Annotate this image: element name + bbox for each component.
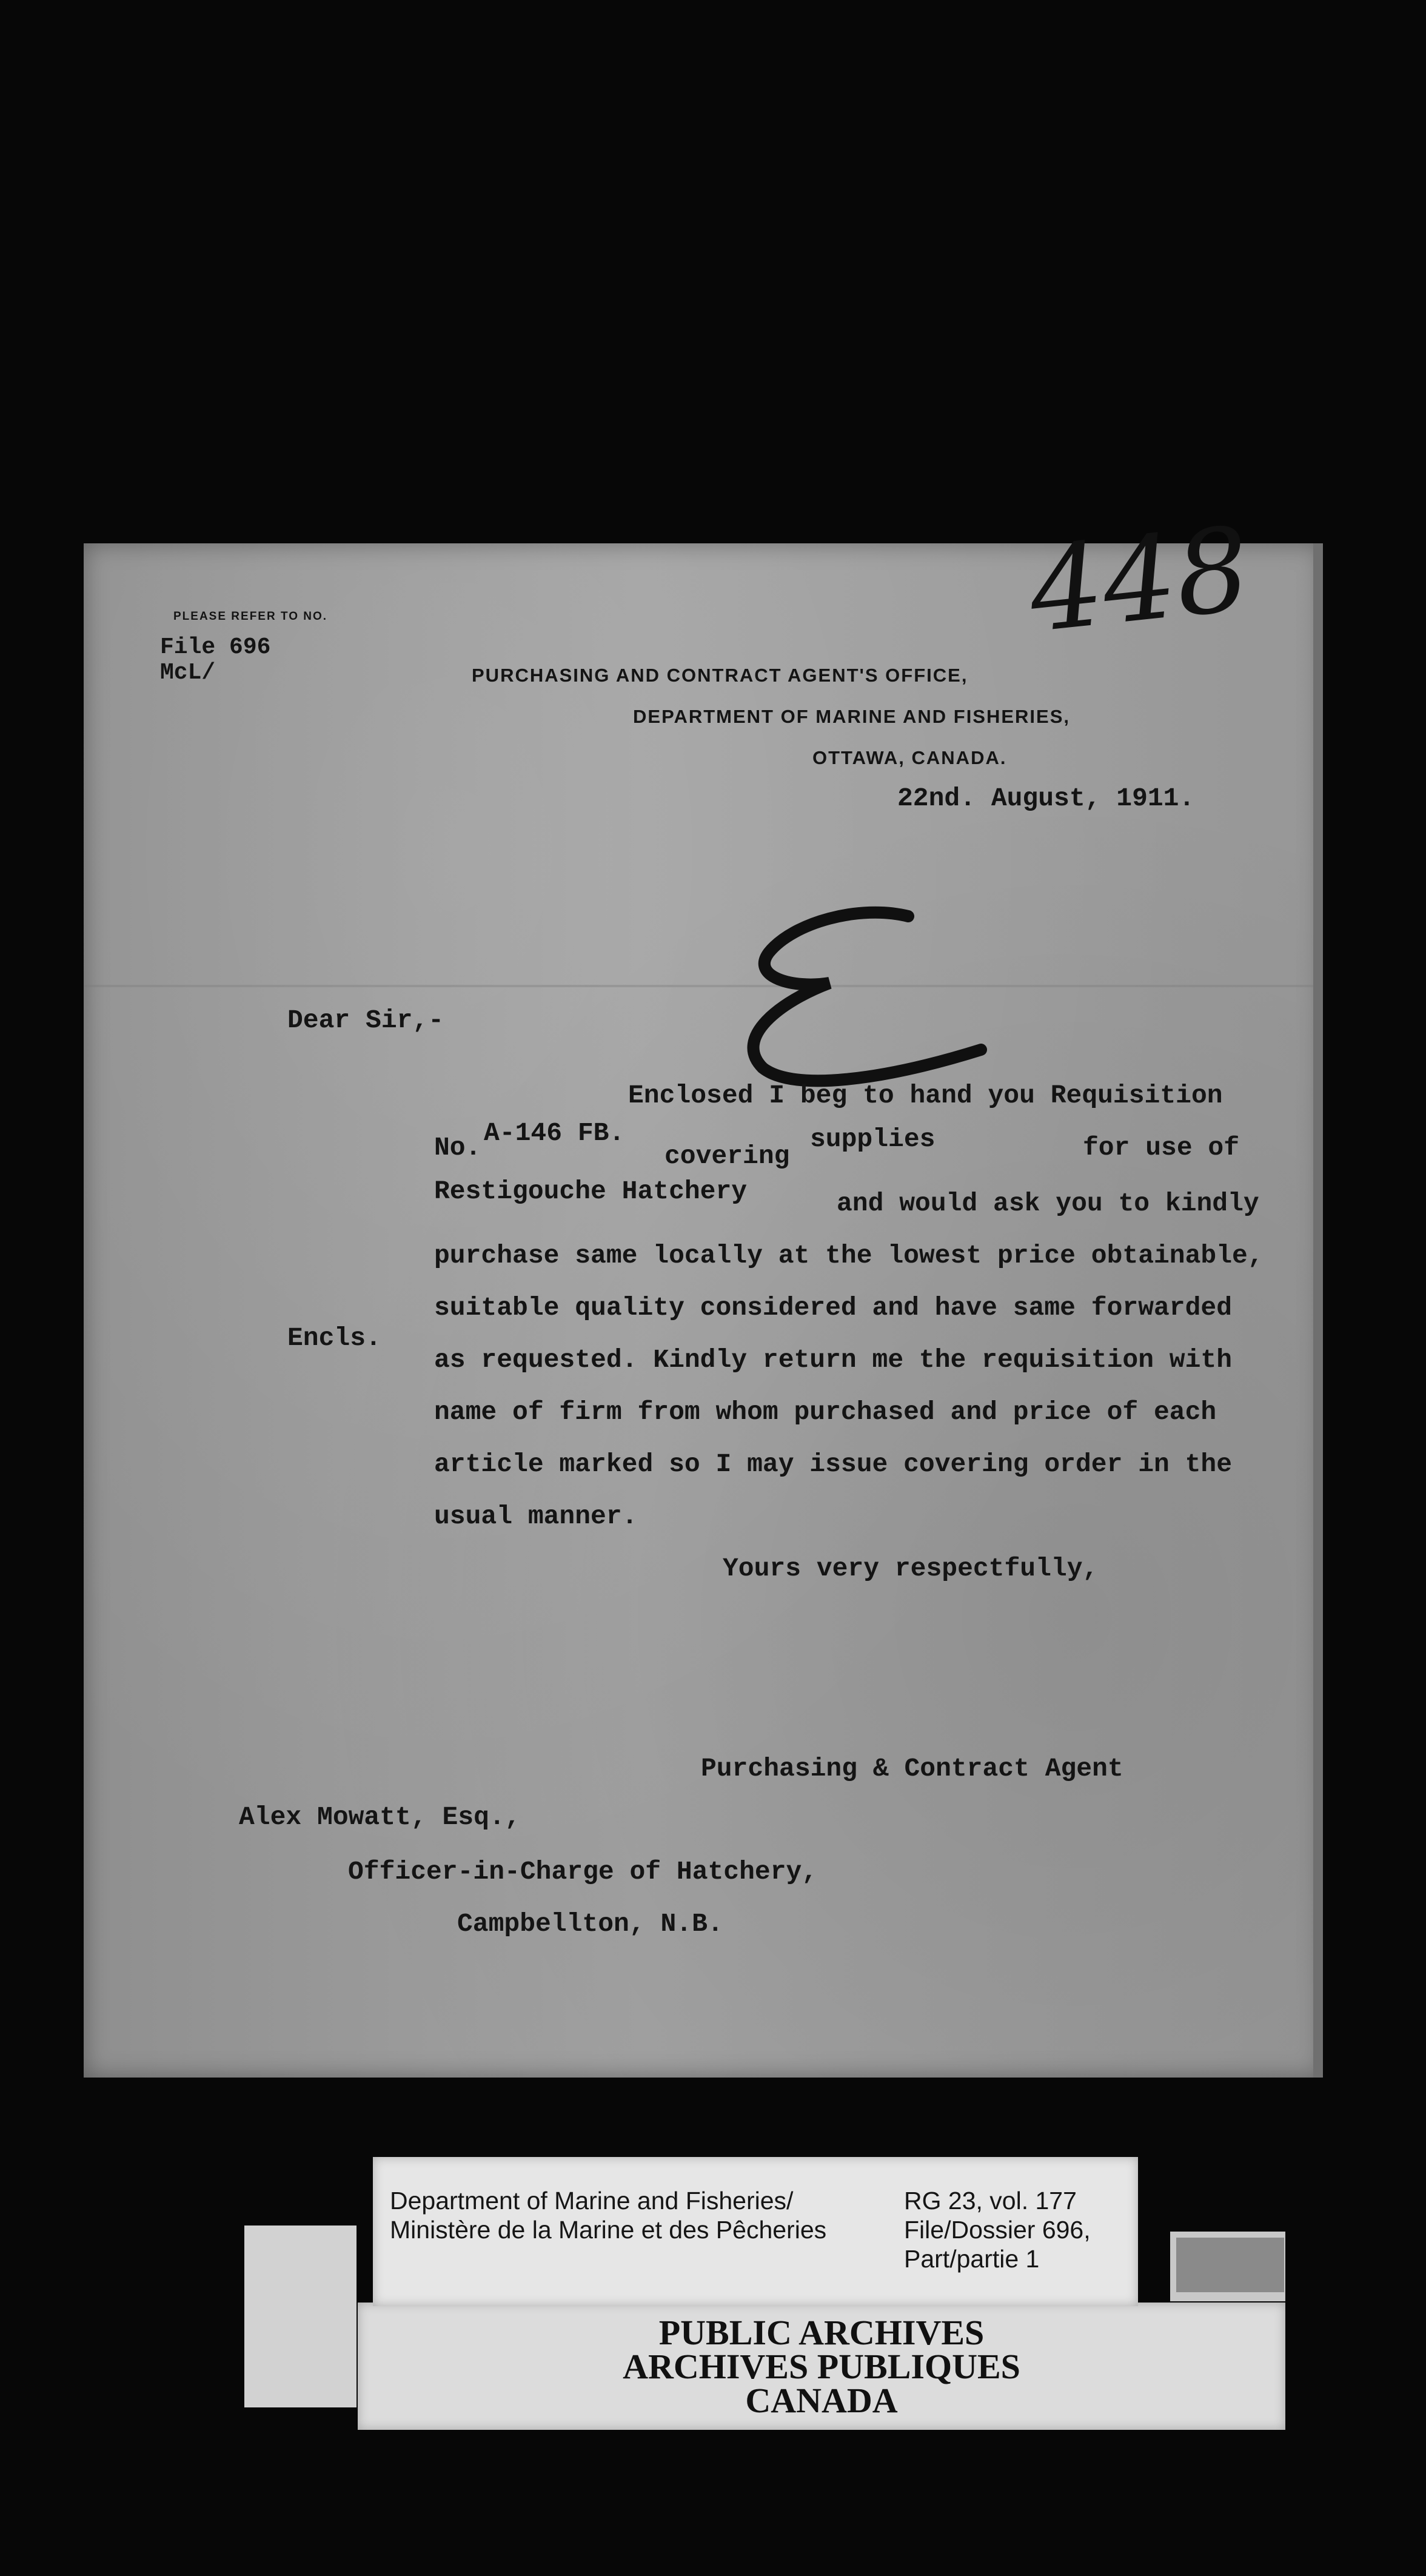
refer-to-label: PLEASE REFER TO NO. [173, 610, 328, 623]
file-dossier: File/Dossier 696, [904, 2216, 1091, 2244]
body-line-7: name of firm from whom purchased and price of each [434, 1397, 1217, 1427]
signature-title: Purchasing & Contract Agent [701, 1754, 1123, 1783]
archives-english: PUBLIC ARCHIVES [658, 2313, 985, 2352]
body-line-5: suitable quality considered and have same forwarded [434, 1293, 1233, 1323]
office-line-3: OTTAWA, CANADA. [812, 747, 1007, 768]
office-line-1: PURCHASING AND CONTRACT AGENT'S OFFICE, [472, 665, 968, 686]
file-reference: File 696 [160, 634, 271, 660]
archives-stamp-strip [358, 2303, 1285, 2430]
archives-french: ARCHIVES PUBLIQUES [623, 2347, 1020, 2386]
letter-page [84, 501, 1323, 2078]
office-line-2: DEPARTMENT OF MARINE AND FISHERIES, [633, 706, 1071, 727]
closing: Yours very respectfully, [723, 1554, 1099, 1583]
for-use-of: for use of [1083, 1133, 1240, 1162]
supplies-word: supplies [810, 1124, 936, 1154]
handwritten-page-number: 448 [1023, 501, 1256, 659]
hatchery-name: Restigouche Hatchery [434, 1176, 748, 1206]
part-partie: Part/partie 1 [904, 2245, 1040, 2273]
body-line-3: and would ask you to kindly [837, 1189, 1259, 1218]
label-backing-left [244, 2225, 356, 2407]
addressee-title: Officer-in-Charge of Hatchery, [348, 1857, 818, 1887]
salutation: Dear Sir,- [287, 1005, 444, 1035]
enclosure-note: Encls. [287, 1323, 381, 1353]
dept-english: Department of Marine and Fisheries/ [390, 2187, 794, 2215]
record-group: RG 23, vol. 177 [904, 2187, 1077, 2215]
handwritten-mark-icon [726, 898, 1005, 1104]
archive-reference-card [373, 2157, 1138, 2306]
body-line-8: article marked so I may issue covering order in the [434, 1449, 1233, 1479]
body-line-9: usual manner. [434, 1501, 638, 1531]
letter-date: 22nd. August, 1911. [897, 783, 1195, 813]
body-line-6: as requested. Kindly return me the requisition with [434, 1345, 1233, 1375]
no-prefix: No. [434, 1133, 481, 1162]
addressee-place: Campbellton, N.B. [457, 1909, 723, 1939]
body-line-4: purchase same locally at the lowest price obtainable, [434, 1241, 1264, 1270]
covering-word: covering [664, 1141, 790, 1171]
label-backing-shadow [1176, 2238, 1284, 2292]
initials: McL/ [160, 660, 216, 686]
archives-country: CANADA [745, 2381, 898, 2420]
body-line-1: Enclosed I beg to hand you Requisition [628, 1081, 1223, 1110]
addressee-name: Alex Mowatt, Esq., [239, 1802, 521, 1832]
paper-fold [84, 985, 1323, 987]
dept-french: Ministère de la Marine et des Pêcheries [390, 2216, 827, 2244]
requisition-number: A-146 FB. [484, 1118, 625, 1148]
paper-edge [1313, 543, 1323, 2078]
